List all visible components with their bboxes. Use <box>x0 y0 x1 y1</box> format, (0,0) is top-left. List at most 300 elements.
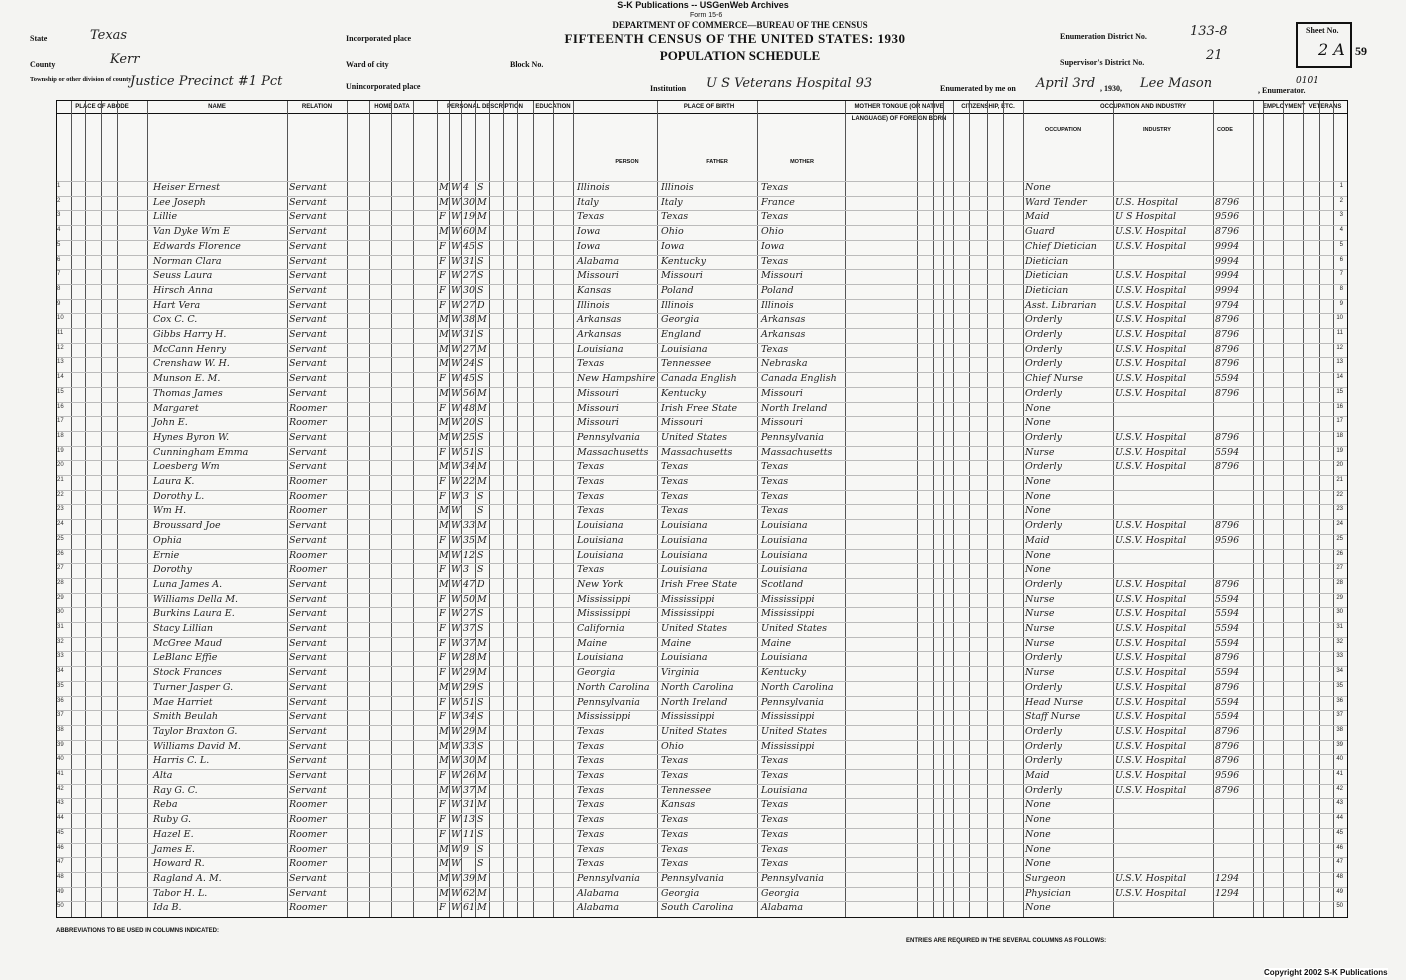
cell-person: Texas <box>577 725 605 737</box>
cell-rel: Servant <box>289 578 327 590</box>
cell-race: W <box>451 196 461 208</box>
cell-occ: Nurse <box>1025 446 1055 458</box>
cell-rel: Servant <box>289 329 327 340</box>
cell-sex: F <box>439 711 446 723</box>
cell-sex: F <box>439 534 446 546</box>
table-row <box>57 240 1347 254</box>
cell-mother: Mississippi <box>761 608 815 620</box>
line-number: 24 <box>57 521 64 528</box>
cell-ms: M <box>477 387 487 399</box>
line-number-right: 28 <box>1336 579 1343 586</box>
institution-label: Institution <box>650 84 687 93</box>
cell-code: 9994 <box>1215 240 1240 252</box>
cell-ms: S <box>477 417 484 429</box>
line-number-right: 3 <box>1339 212 1343 219</box>
cell-sex: F <box>439 240 446 252</box>
line-number: 26 <box>57 550 64 557</box>
cell-mother: Iowa <box>761 240 785 252</box>
cell-mother: Texas <box>761 476 789 487</box>
line-number: 20 <box>57 462 64 469</box>
cell-occ: None <box>1025 814 1051 826</box>
sheet-label: Sheet No. <box>1306 26 1339 35</box>
cell-person: Texas <box>577 814 605 826</box>
cell-race: W <box>451 681 461 693</box>
cell-sex: F <box>439 373 446 385</box>
cell-ms: M <box>477 725 487 737</box>
cell-sex: M <box>439 784 449 796</box>
cell-name: Seuss Laura <box>153 270 213 282</box>
cell-ms: M <box>477 593 487 605</box>
cell-ms: D <box>477 578 485 590</box>
cell-race: W <box>451 240 461 252</box>
cell-rel: Servant <box>289 299 327 311</box>
cell-code: 9596 <box>1215 770 1240 781</box>
cell-sex: M <box>439 329 449 340</box>
line-number: 39 <box>57 741 64 748</box>
cell-race: W <box>451 799 461 811</box>
line-number-right: 5 <box>1339 241 1343 248</box>
entries-required: ENTRIES ARE REQUIRED IN THE SEVERAL COLUMNS AS FOLLOWS: <box>906 938 1107 944</box>
table-row <box>57 196 1347 210</box>
enumerator-name: Lee Mason <box>1140 76 1213 91</box>
cell-code: 5594 <box>1215 373 1240 385</box>
line-number: 1 <box>57 183 61 189</box>
cell-ind: U.S.V. Hospital <box>1115 887 1187 899</box>
cell-ind: U.S.V. Hospital <box>1115 270 1187 282</box>
cell-mother: Georgia <box>761 887 800 899</box>
cell-ms: M <box>477 343 487 355</box>
cell-sex: M <box>439 182 449 193</box>
cell-age: 29 <box>463 667 476 679</box>
cell-ind: U.S.V. Hospital <box>1115 740 1187 752</box>
cell-ind: U.S.V. Hospital <box>1115 623 1187 634</box>
cell-rel: Roomer <box>289 505 327 517</box>
line-number: 29 <box>57 594 64 601</box>
cell-rel: Servant <box>289 255 327 267</box>
cell-ms: S <box>477 358 484 370</box>
table-row <box>57 754 1347 768</box>
cell-father: Texas <box>661 461 689 473</box>
cell-race: W <box>451 608 461 620</box>
cell-mother: North Ireland <box>761 402 828 414</box>
group-name: NAME <box>147 101 288 114</box>
cell-person: Texas <box>577 770 605 781</box>
cell-father: North Carolina <box>661 681 734 693</box>
cell-name: John E. <box>153 417 188 429</box>
table-row <box>57 431 1347 445</box>
cell-age: 47 <box>463 578 476 590</box>
group-relation: RELATION <box>287 101 348 114</box>
cell-code: 5594 <box>1215 637 1240 649</box>
line-number-right: 46 <box>1336 844 1343 851</box>
cell-father: Irish Free State <box>661 402 738 414</box>
cell-race: W <box>451 637 461 649</box>
cell-person: New Hampshire <box>577 373 656 385</box>
block-label: Block No. <box>510 60 544 69</box>
cell-sex: F <box>439 476 446 487</box>
line-number-right: 32 <box>1336 638 1343 645</box>
cell-ind: U.S.V. Hospital <box>1115 725 1187 737</box>
cell-father: Illinois <box>661 299 694 311</box>
cell-sex: M <box>439 343 449 355</box>
line-number: 30 <box>57 609 64 616</box>
cell-ms: S <box>477 843 484 855</box>
cell-age: 34 <box>463 461 476 473</box>
group-birth: PLACE OF BIRTH <box>573 101 846 114</box>
cell-code: 8796 <box>1215 652 1240 664</box>
cell-race: W <box>451 696 461 708</box>
cell-race: W <box>451 490 461 502</box>
cell-person: Missouri <box>577 402 619 414</box>
cell-sex: M <box>439 740 449 752</box>
cell-mother: Texas <box>761 182 789 193</box>
cell-occ: Orderly <box>1025 740 1062 752</box>
cell-age: 35 <box>463 534 476 546</box>
cell-sex: F <box>439 284 446 296</box>
institution-value: U S Veterans Hospital 93 <box>706 76 873 91</box>
table-row <box>57 269 1347 283</box>
cell-ms: S <box>477 255 484 267</box>
line-number: 37 <box>57 712 64 719</box>
cell-age: 22 <box>463 476 476 487</box>
cell-rel: Roomer <box>289 814 327 826</box>
cell-rel: Servant <box>289 211 327 223</box>
cell-person: Kansas <box>577 284 612 296</box>
cell-occ: None <box>1025 182 1051 193</box>
line-number-right: 6 <box>1339 256 1343 263</box>
unincorporated-label: Unincorporated place <box>346 82 421 91</box>
table-row <box>57 593 1347 607</box>
line-number: 12 <box>57 344 64 351</box>
census-title: FIFTEENTH CENSUS OF THE UNITED STATES: 1930 <box>564 31 906 46</box>
cell-ms: M <box>477 534 487 546</box>
cell-ind: U.S.V. Hospital <box>1115 446 1187 458</box>
cell-person: Iowa <box>577 240 601 252</box>
cell-age: 51 <box>463 696 476 708</box>
cell-person: California <box>577 623 625 634</box>
line-number: 17 <box>57 418 64 425</box>
cell-code: 9596 <box>1215 534 1240 546</box>
cell-occ: None <box>1025 476 1051 487</box>
cell-rel: Roomer <box>289 564 327 576</box>
cell-age: 31 <box>463 799 476 811</box>
cell-sex: F <box>439 623 446 634</box>
cell-ms: S <box>477 329 484 340</box>
cell-mother: Louisiana <box>761 652 808 664</box>
table-row <box>57 210 1347 224</box>
cell-sex: F <box>439 696 446 708</box>
cell-occ: Orderly <box>1025 681 1062 693</box>
table-row <box>57 696 1347 710</box>
head-code: CODE <box>1217 127 1233 133</box>
cell-father: North Ireland <box>661 696 728 708</box>
cell-ind: U.S.V. Hospital <box>1115 872 1187 884</box>
cell-occ: Orderly <box>1025 755 1062 767</box>
cell-name: Heiser Ernest <box>153 182 220 193</box>
cell-occ: Surgeon <box>1025 872 1066 884</box>
cell-father: Louisiana <box>661 343 708 355</box>
cell-person: Texas <box>577 461 605 473</box>
cell-rel: Servant <box>289 431 327 443</box>
cell-race: W <box>451 711 461 723</box>
table-footer <box>56 920 1346 966</box>
table-row <box>57 578 1347 592</box>
cell-person: Texas <box>577 755 605 767</box>
cell-name: Turner Jasper G. <box>153 681 234 693</box>
cell-name: Thomas James <box>153 387 223 399</box>
cell-father: Missouri <box>661 417 703 429</box>
cell-name: Munson E. M. <box>153 373 221 385</box>
cell-rel: Roomer <box>289 417 327 429</box>
cell-age: 39 <box>463 872 476 884</box>
cell-father: Ohio <box>661 226 684 238</box>
line-number: 32 <box>57 638 64 645</box>
cell-code: 8796 <box>1215 329 1240 340</box>
cell-race: W <box>451 549 461 561</box>
cell-code: 8796 <box>1215 740 1240 752</box>
cell-father: Canada English <box>661 373 737 385</box>
cell-age: 13 <box>463 814 476 826</box>
cell-ms: M <box>477 799 487 811</box>
cell-ind: U.S.V. Hospital <box>1115 343 1187 355</box>
cell-age: 20 <box>463 417 476 429</box>
cell-occ: Nurse <box>1025 637 1055 649</box>
cell-race: W <box>451 520 461 532</box>
cell-ms: S <box>477 740 484 752</box>
cell-father: Texas <box>661 211 689 223</box>
cell-age: 37 <box>463 784 476 796</box>
table-row <box>57 343 1347 357</box>
cell-mother: Arkansas <box>761 314 806 326</box>
cell-occ: None <box>1025 828 1051 840</box>
cell-code: 1294 <box>1215 872 1240 884</box>
cell-sex: M <box>439 681 449 693</box>
table-row <box>57 519 1347 533</box>
line-number: 21 <box>57 477 64 483</box>
line-number-right: 30 <box>1336 609 1343 616</box>
line-number-right: 21 <box>1336 477 1343 483</box>
cell-occ: Nurse <box>1025 623 1055 634</box>
cell-name: Hazel E. <box>153 828 194 840</box>
cell-rel: Servant <box>289 270 327 282</box>
cell-person: Texas <box>577 843 605 855</box>
cell-code: 9794 <box>1215 299 1240 311</box>
group-occupation: OCCUPATION AND INDUSTRY <box>1023 101 1264 114</box>
cell-mother: Louisiana <box>761 520 808 532</box>
cell-ms: S <box>477 373 484 385</box>
cell-sex: F <box>439 564 446 576</box>
corner-number: 59 <box>1355 44 1367 58</box>
cell-occ: None <box>1025 799 1051 811</box>
cell-code: 8796 <box>1215 784 1240 796</box>
cell-sex: M <box>439 887 449 899</box>
cell-race: W <box>451 373 461 385</box>
line-number: 50 <box>57 903 64 910</box>
cell-occ: Chief Nurse <box>1025 373 1084 385</box>
cell-ms: S <box>477 284 484 296</box>
cell-father: Texas <box>661 770 689 781</box>
cell-ms: S <box>477 828 484 840</box>
cell-occ: Orderly <box>1025 652 1062 664</box>
line-number-right: 8 <box>1339 285 1343 292</box>
cell-ind: U.S.V. Hospital <box>1115 373 1187 385</box>
cell-race: W <box>451 828 461 840</box>
cell-occ: Staff Nurse <box>1025 711 1081 723</box>
cell-ind: U.S.V. Hospital <box>1115 299 1187 311</box>
cell-mother: Louisiana <box>761 564 808 576</box>
cell-name: Taylor Braxton G. <box>153 725 238 737</box>
cell-race: W <box>451 667 461 679</box>
cell-code: 8796 <box>1215 755 1240 767</box>
line-number-right: 10 <box>1336 315 1343 322</box>
cell-father: Virginia <box>661 667 700 679</box>
county-value: Kerr <box>110 52 140 67</box>
cell-father: Louisiana <box>661 564 708 576</box>
line-number-right: 7 <box>1339 271 1343 278</box>
cell-name: Hynes Byron W. <box>153 431 230 443</box>
cell-name: Gibbs Harry H. <box>153 329 227 340</box>
cell-mother: Missouri <box>761 417 803 429</box>
line-number: 19 <box>57 447 64 454</box>
cell-person: Texas <box>577 564 605 576</box>
line-number-right: 11 <box>1336 330 1343 336</box>
line-number-right: 41 <box>1336 771 1343 777</box>
cell-age: 28 <box>463 652 476 664</box>
line-number-right: 1 <box>1339 183 1343 189</box>
line-number: 3 <box>57 212 61 219</box>
line-number: 23 <box>57 506 64 513</box>
cell-ms: S <box>477 446 484 458</box>
cell-father: United States <box>661 623 728 634</box>
cell-ind: U.S.V. Hospital <box>1115 314 1187 326</box>
cell-race: W <box>451 505 461 517</box>
cell-race: W <box>451 211 461 223</box>
cell-father: Italy <box>661 196 683 208</box>
cell-person: Mississippi <box>577 608 631 620</box>
cell-father: Kentucky <box>661 255 706 267</box>
cell-race: W <box>451 725 461 737</box>
cell-sex: M <box>439 578 449 590</box>
cell-name: Cox C. C. <box>153 314 198 326</box>
cell-occ: Orderly <box>1025 520 1062 532</box>
cell-sex: M <box>439 520 449 532</box>
table-row <box>57 769 1347 783</box>
cell-code: 5594 <box>1215 623 1240 634</box>
cell-code: 8796 <box>1215 725 1240 737</box>
cell-sex: F <box>439 490 446 502</box>
cell-person: Mississippi <box>577 593 631 605</box>
cell-rel: Servant <box>289 681 327 693</box>
cell-mother: Texas <box>761 858 789 870</box>
cell-sex: M <box>439 843 449 855</box>
cell-code: 8796 <box>1215 358 1240 370</box>
cell-age: 45 <box>463 240 476 252</box>
cell-ind: U.S.V. Hospital <box>1115 226 1187 238</box>
cell-ind: U.S.V. Hospital <box>1115 608 1187 620</box>
cell-sex: M <box>439 872 449 884</box>
table-row <box>57 784 1347 798</box>
table-row <box>57 622 1347 636</box>
cell-father: Louisiana <box>661 549 708 561</box>
cell-code: 5594 <box>1215 696 1240 708</box>
cell-age: 48 <box>463 402 476 414</box>
line-number: 9 <box>57 300 61 307</box>
cell-father: Ohio <box>661 740 684 752</box>
cell-name: Edwards Florence <box>153 240 241 252</box>
cell-race: W <box>451 417 461 429</box>
cell-name: Mae Harriet <box>153 696 213 708</box>
cell-mother: Pennsylvania <box>761 431 824 443</box>
cell-name: Wm H. <box>153 505 187 517</box>
cell-sex: F <box>439 902 446 914</box>
cell-age: 45 <box>463 373 476 385</box>
cell-ind: U.S.V. Hospital <box>1115 755 1187 767</box>
cell-race: W <box>451 564 461 576</box>
cell-person: North Carolina <box>577 681 650 693</box>
line-number-right: 22 <box>1336 491 1343 498</box>
township-value: Justice Precinct #1 Pct <box>130 74 283 89</box>
cell-age: 30 <box>463 196 476 208</box>
head-person: PERSON <box>615 159 639 165</box>
cell-occ: Dietician <box>1025 270 1069 282</box>
cell-age: 12 <box>463 549 476 561</box>
cell-age: 3 <box>463 564 470 576</box>
cell-occ: Maid <box>1025 211 1050 223</box>
cell-person: Pennsylvania <box>577 696 640 708</box>
cell-code: 8796 <box>1215 461 1240 473</box>
cell-name: Laura K. <box>153 476 195 487</box>
cell-father: Texas <box>661 755 689 767</box>
group-education: EDUCATION <box>533 101 574 114</box>
cell-age: 31 <box>463 255 476 267</box>
line-number-right: 43 <box>1336 800 1343 807</box>
line-number-right: 9 <box>1339 300 1343 307</box>
cell-rel: Servant <box>289 314 327 326</box>
cell-ind: U.S.V. Hospital <box>1115 358 1187 370</box>
cell-father: Mississippi <box>661 608 715 620</box>
cell-father: Louisiana <box>661 520 708 532</box>
cell-name: Van Dyke Wm E <box>153 226 230 238</box>
cell-sex: M <box>439 358 449 370</box>
line-number-right: 17 <box>1336 418 1343 425</box>
cell-occ: Chief Dietician <box>1025 240 1097 252</box>
table-row <box>57 637 1347 651</box>
cell-mother: Texas <box>761 490 789 502</box>
cell-age: 27 <box>463 343 476 355</box>
cell-name: Ernie <box>153 549 180 561</box>
incorporated-label: Incorporated place <box>346 34 412 43</box>
cell-race: W <box>451 814 461 826</box>
line-number: 31 <box>57 624 64 630</box>
cell-person: Texas <box>577 211 605 223</box>
cell-person: Alabama <box>577 887 619 899</box>
table-row <box>57 504 1347 518</box>
archive-banner: S-K Publications -- USGenWeb Archives <box>617 0 789 10</box>
cell-race: W <box>451 387 461 399</box>
cell-occ: None <box>1025 564 1051 576</box>
cell-occ: None <box>1025 549 1051 561</box>
cell-occ: None <box>1025 417 1051 429</box>
cell-sex: F <box>439 402 446 414</box>
cell-ms: M <box>477 476 487 487</box>
cell-age: 33 <box>463 740 476 752</box>
cell-occ: None <box>1025 902 1051 914</box>
cell-mother: Louisiana <box>761 549 808 561</box>
cell-rel: Servant <box>289 711 327 723</box>
line-number-right: 24 <box>1336 521 1343 528</box>
cell-ms: S <box>477 549 484 561</box>
table-row <box>57 372 1347 386</box>
